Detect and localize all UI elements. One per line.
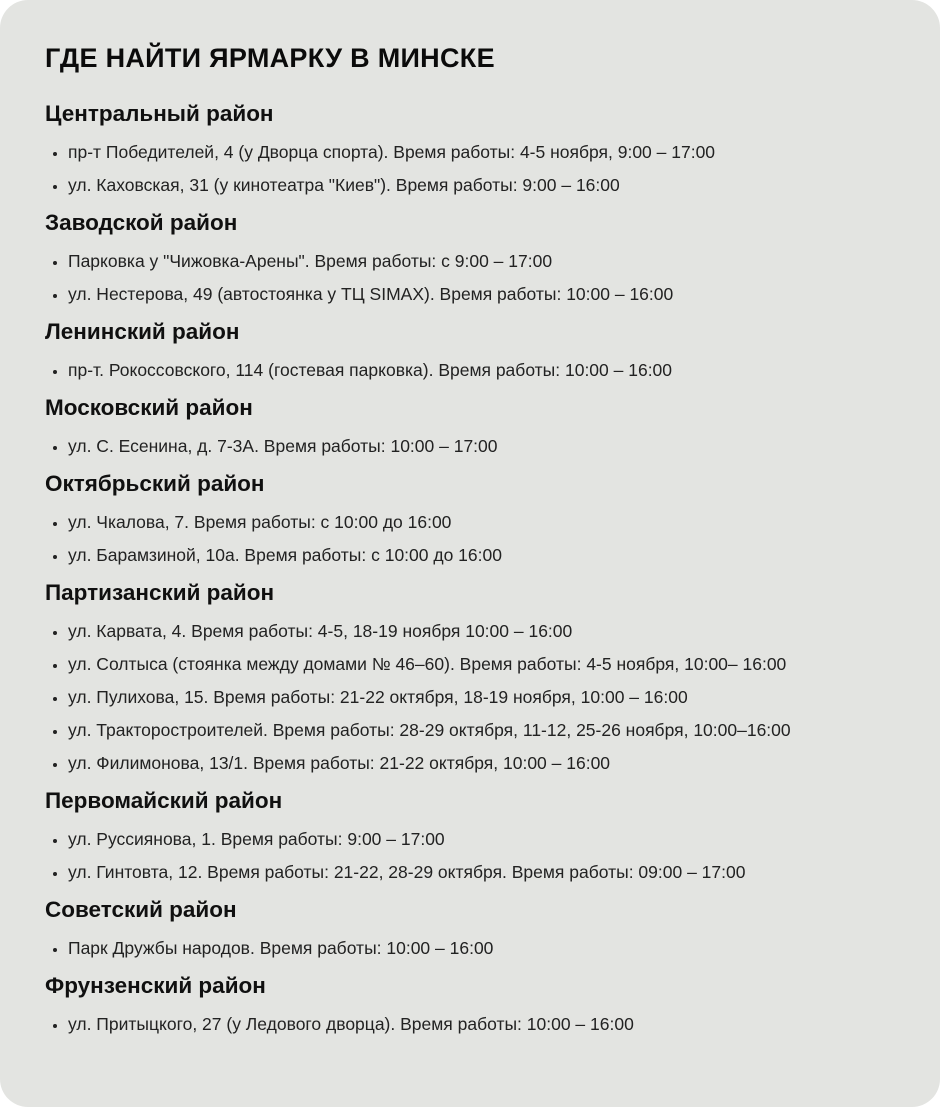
location-list (45, 361, 895, 380)
district-section (45, 318, 895, 380)
district-heading: Первомайский район (45, 788, 283, 813)
location-item: • ул. Руссиянова, 1. Время работы: 9:00 – 17:00 (68, 830, 895, 849)
location-list (45, 830, 895, 882)
district-section (45, 100, 895, 195)
location-list (45, 143, 895, 195)
location-list (45, 939, 895, 958)
district-section (45, 579, 895, 773)
location-item: • ул. Барамзиной, 10а. Время работы: с 10:00 до 16:00 (68, 546, 895, 565)
location-item: • ул. Нестерова, 49 (автостоянка у ТЦ SIMAX). Время работы: 10:00 – 16:00 (68, 285, 895, 304)
district-section (45, 787, 895, 882)
location-list (45, 252, 895, 304)
location-item: • Парковка у "Чижовка-Арены". Время работы: с 9:00 – 17:00 (68, 252, 895, 271)
district-heading: Заводской район (45, 210, 238, 235)
district-section (45, 972, 895, 1034)
district-heading: Московский район (45, 395, 253, 420)
location-item: • ул. Филимонова, 13/1. Время работы: 21-22 октября, 10:00 – 16:00 (68, 754, 895, 773)
location-item: • ул. Гинтовта, 12. Время работы: 21-22, 28-29 октября. Время работы: 09:00 – 17:00 (68, 863, 895, 882)
location-item: • ул. Пулихова, 15. Время работы: 21-22 октября, 18-19 ноября, 10:00 – 16:00 (68, 688, 895, 707)
district-heading: Фрунзенский район (45, 973, 266, 998)
location-item: • ул. Притыцкого, 27 (у Ледового дворца). Время работы: 10:00 – 16:00 (68, 1015, 895, 1034)
district-heading: Октябрьский район (45, 471, 265, 496)
location-item: • ул. Чкалова, 7. Время работы: с 10:00 до 16:00 (68, 513, 895, 532)
location-item: • ул. Солтыса (стоянка между домами № 46–60). Время работы: 4-5 ноября, 10:00– 16:00 (68, 655, 895, 674)
location-list (45, 513, 895, 565)
district-heading: Центральный район (45, 101, 274, 126)
location-item: • ул. Карвата, 4. Время работы: 4-5, 18-19 ноября 10:00 – 16:00 (68, 622, 895, 641)
location-list (45, 1015, 895, 1034)
location-item: • пр-т Победителей, 4 (у Дворца спорта). Время работы: 4-5 ноября, 9:00 – 17:00 (68, 143, 895, 162)
districts-container (45, 100, 895, 1034)
district-heading: Партизанский район (45, 580, 275, 605)
location-item: • пр-т. Рокоссовского, 114 (гостевая парковка). Время работы: 10:00 – 16:00 (68, 361, 895, 380)
district-section (45, 470, 895, 565)
location-item: • ул. Тракторостроителей. Время работы: 28-29 октября, 11-12, 25-26 ноября, 10:00–16:00 (68, 721, 895, 740)
district-section (45, 394, 895, 456)
district-heading: Ленинский район (45, 319, 240, 344)
location-list (45, 437, 895, 456)
district-heading: Советский район (45, 897, 237, 922)
location-item: • ул. Каховская, 31 (у кинотеатра "Киев"). Время работы: 9:00 – 16:00 (68, 176, 895, 195)
location-list (45, 622, 895, 773)
district-section (45, 896, 895, 958)
location-item: • ул. С. Есенина, д. 7-3А. Время работы: 10:00 – 17:00 (68, 437, 895, 456)
location-item: • Парк Дружбы народов. Время работы: 10:00 – 16:00 (68, 939, 895, 958)
page-title: ГДЕ НАЙТИ ЯРМАРКУ В МИНСКЕ (45, 43, 495, 73)
district-section (45, 209, 895, 304)
